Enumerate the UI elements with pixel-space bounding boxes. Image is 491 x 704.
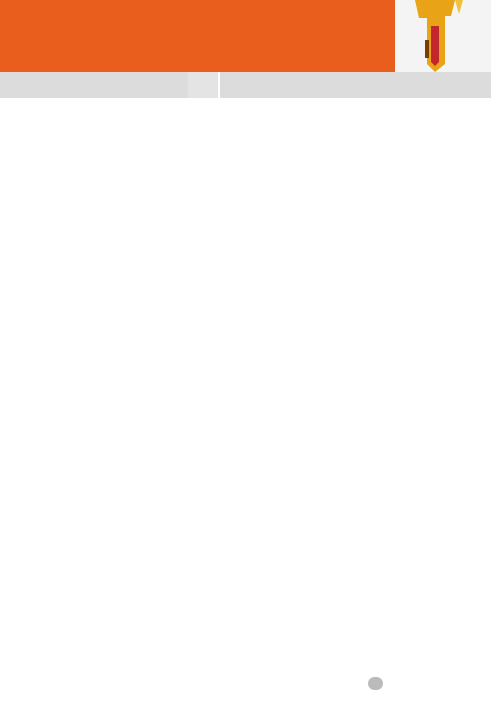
gaps-header (220, 72, 491, 98)
wechat-watermark (368, 676, 387, 690)
gaps-panel (222, 104, 486, 132)
wechat-icon (368, 677, 383, 690)
logo-panel (395, 0, 491, 72)
parity-header-label (0, 77, 10, 93)
parity-header (0, 72, 188, 98)
grade-header-cell (188, 72, 218, 98)
title-banner (0, 0, 491, 72)
torch-logo-icon (395, 0, 491, 72)
